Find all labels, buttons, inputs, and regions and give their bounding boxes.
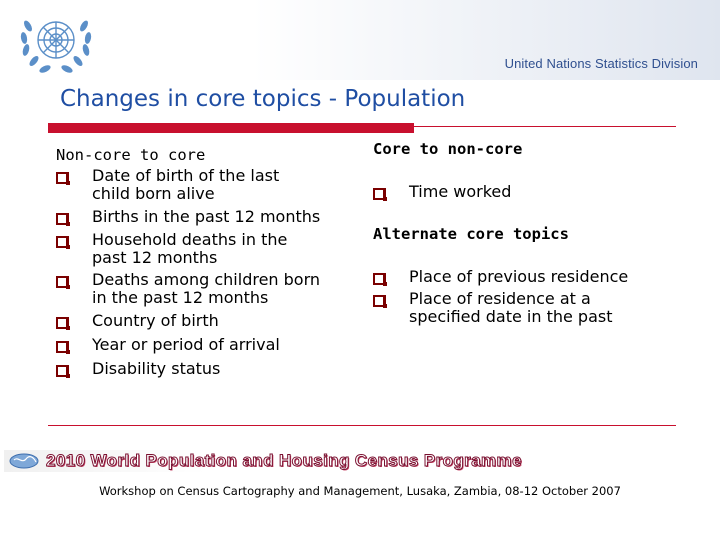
list-item-line1: Deaths among children born — [92, 270, 321, 289]
list-item — [56, 312, 356, 330]
checkbox-bullet-icon — [373, 295, 386, 307]
list-item — [373, 183, 693, 201]
right-column-heading-core-to-noncore: Core to non-core — [373, 140, 523, 158]
list-item-line2: past 12 months — [92, 248, 218, 267]
title-rule-thin — [414, 126, 676, 127]
checkbox-bullet-icon — [373, 273, 386, 285]
right-bullet-list-1 — [373, 183, 693, 201]
list-item-line1: Births in the past 12 months — [92, 207, 321, 226]
un-emblem-icon — [14, 6, 98, 78]
left-bullet-list — [56, 167, 356, 378]
left-column — [56, 146, 356, 378]
checkbox-bullet-icon — [56, 365, 69, 377]
workshop-caption: Workshop on Census Cartography and Management, Lusaka, Zambia, 08-12 October 2007 — [99, 484, 621, 498]
checkbox-bullet-icon — [56, 172, 69, 184]
checkbox-bullet-icon — [56, 317, 69, 329]
list-item-line1: Time worked — [409, 182, 512, 201]
list-item-line1: Place of previous residence — [409, 267, 629, 286]
list-item-line1: Disability status — [92, 359, 221, 378]
checkbox-bullet-icon — [56, 213, 69, 225]
checkbox-bullet-icon — [373, 188, 386, 200]
checkbox-bullet-icon — [56, 236, 69, 248]
left-column-heading: Non-core to core — [56, 146, 206, 164]
list-item — [56, 336, 356, 354]
globe-icon — [8, 452, 42, 470]
title-rule — [48, 123, 414, 133]
list-item — [56, 208, 356, 226]
footer-rule — [48, 425, 676, 426]
right-bullet-list-2 — [373, 268, 693, 326]
list-item-line2: child born alive — [92, 184, 215, 203]
right-column — [373, 140, 693, 326]
list-item-line2: specified date in the past — [409, 307, 613, 326]
checkbox-bullet-icon — [56, 276, 69, 288]
list-item — [56, 167, 356, 203]
list-item-line1: Date of birth of the last — [92, 166, 280, 185]
list-item — [56, 231, 356, 267]
programme-banner — [4, 450, 676, 472]
list-item — [373, 268, 693, 286]
list-item-line1: Year or period of arrival — [92, 335, 280, 354]
list-item — [56, 360, 356, 378]
right-column-heading-alternate: Alternate core topics — [373, 225, 569, 243]
list-item-line1: Household deaths in the — [92, 230, 288, 249]
list-item — [56, 271, 356, 307]
list-item-line1: Place of residence at a — [409, 289, 591, 308]
list-item-line2: in the past 12 months — [92, 288, 269, 307]
programme-title: 2010 World Population and Housing Census Programme — [46, 451, 522, 470]
list-item-line1: Country of birth — [92, 311, 219, 330]
header-band — [0, 0, 720, 80]
list-item — [373, 290, 693, 326]
division-name: United Nations Statistics Division — [504, 56, 698, 71]
slide-title: Changes in core topics - Population — [60, 86, 466, 112]
checkbox-bullet-icon — [56, 341, 69, 353]
